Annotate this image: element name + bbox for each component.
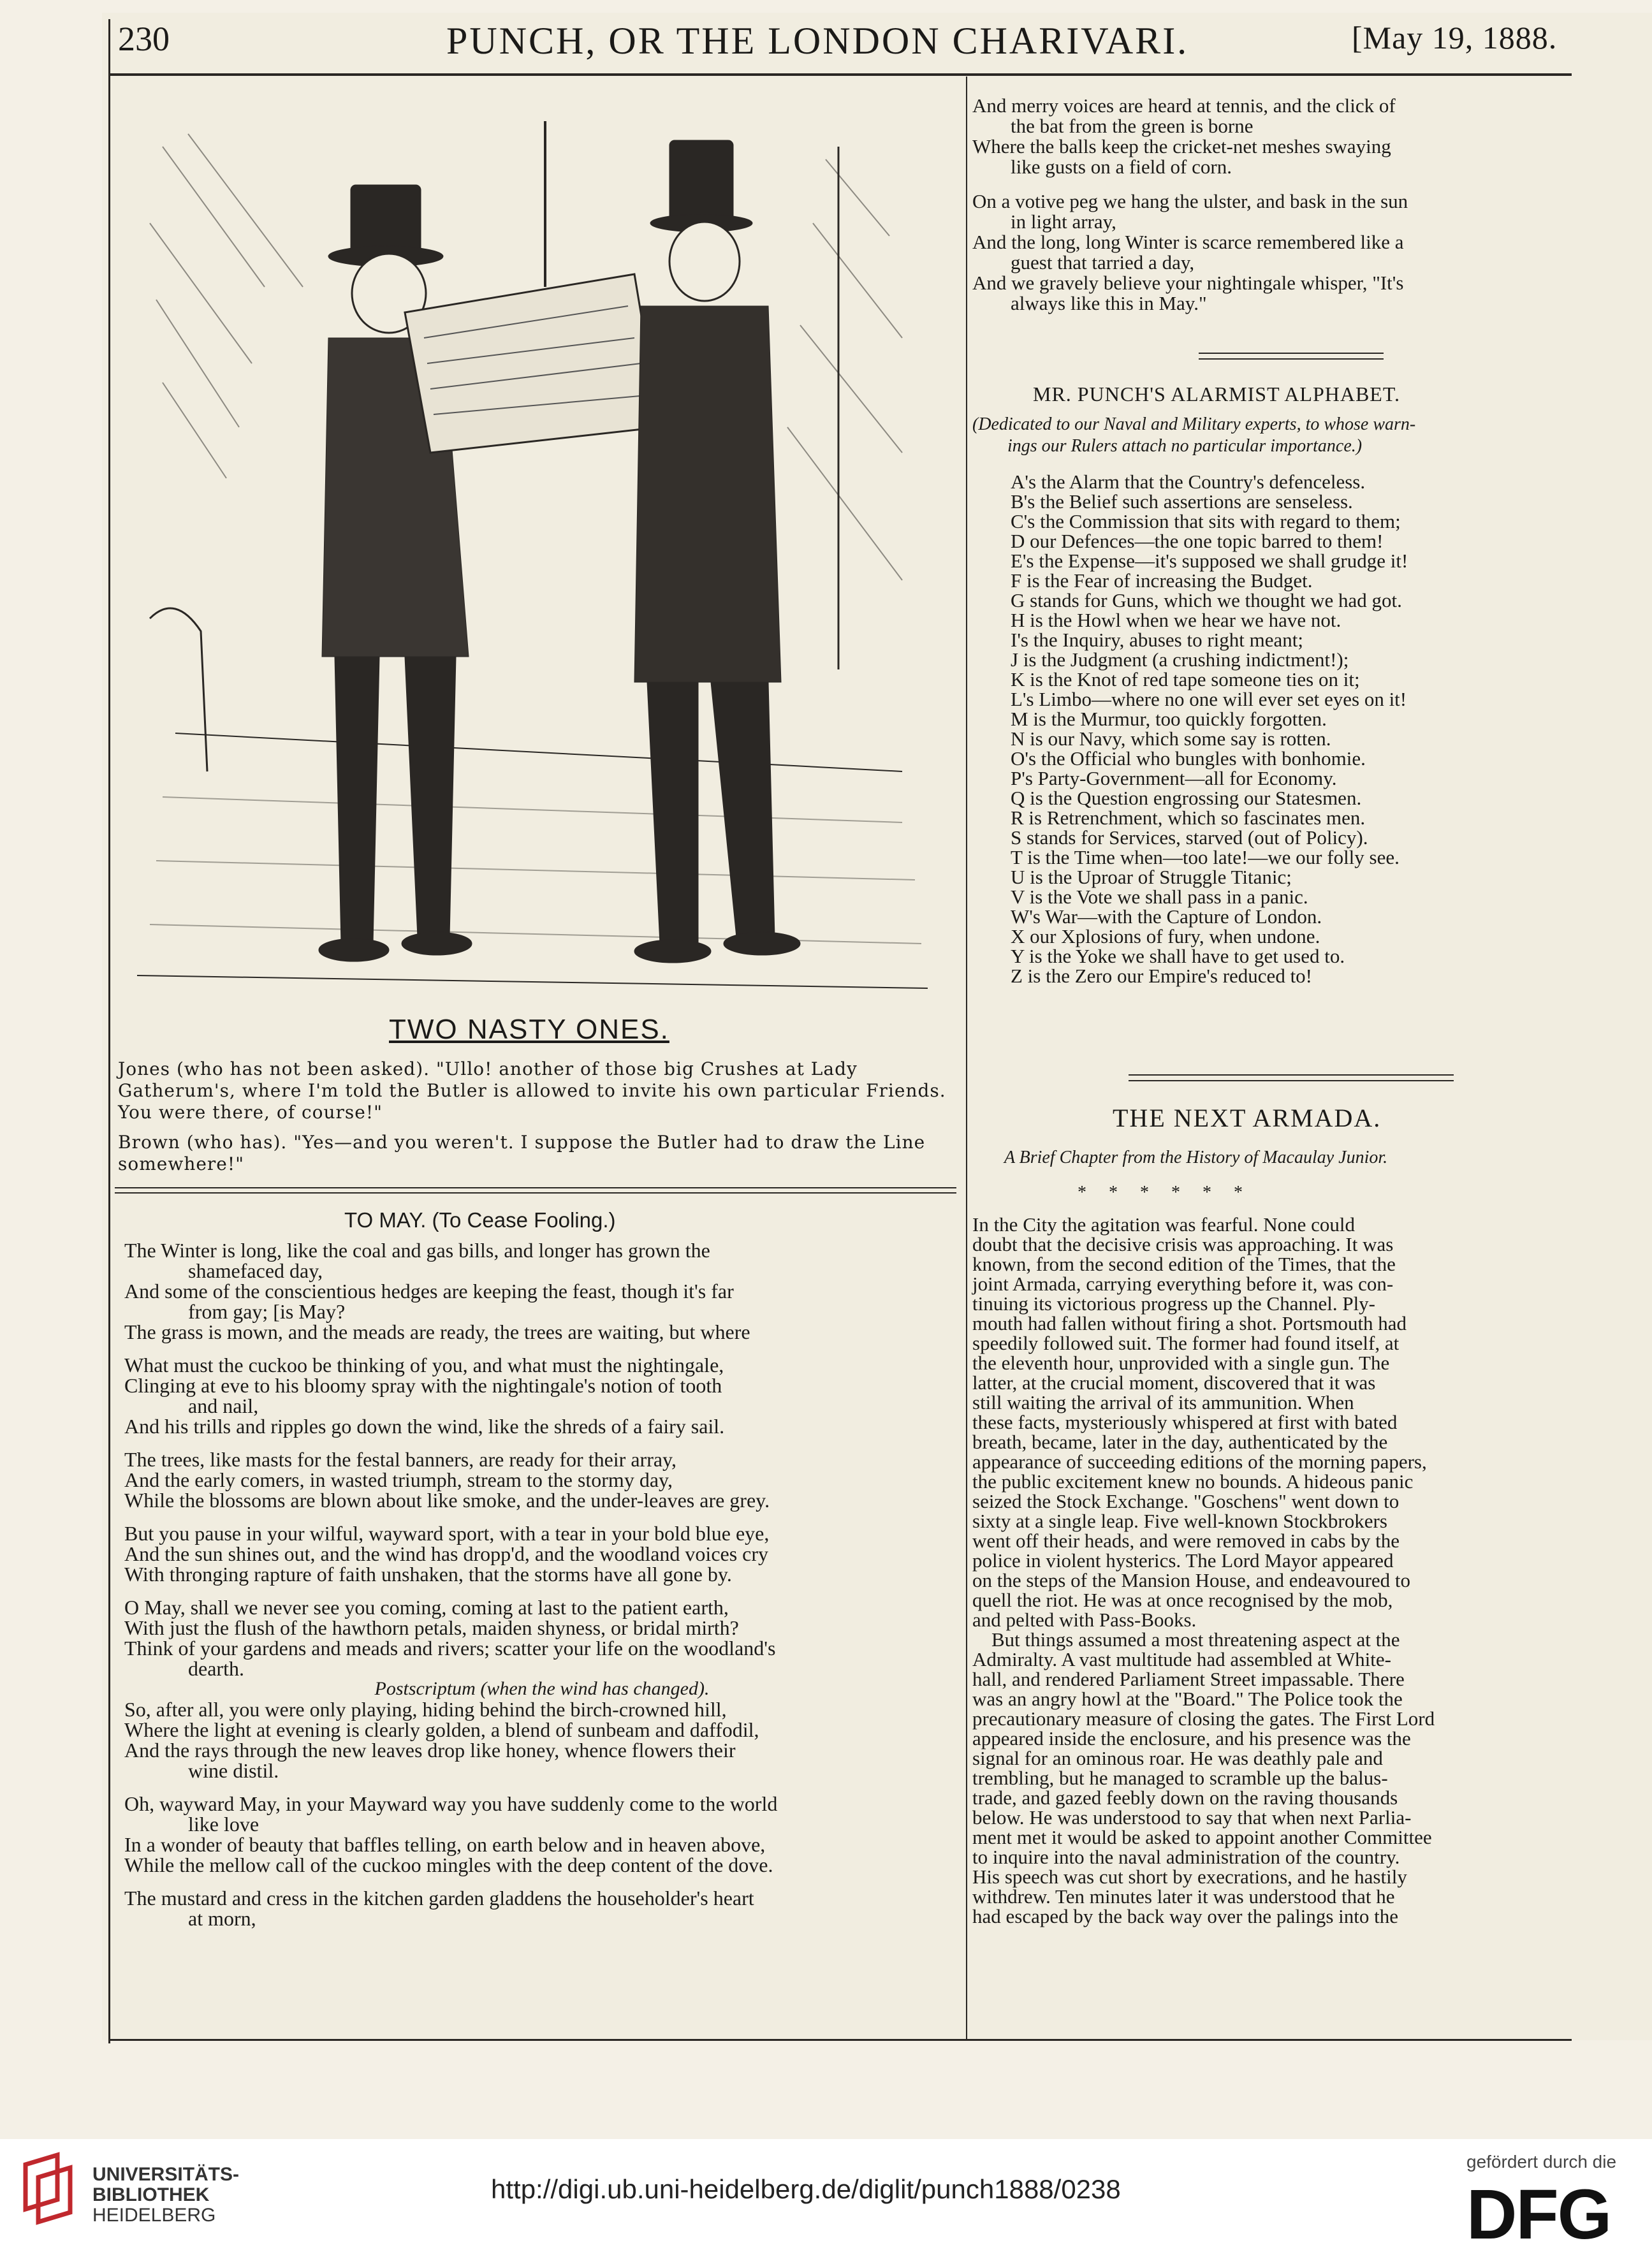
armada-line: doubt that the decisive crisis was approaching. It was	[972, 1233, 1394, 1255]
masthead-title: PUNCH, OR THE LONDON CHARIVARI.	[446, 20, 1189, 62]
poem-postscript-heading: Postscriptum (when the wind has changed).	[374, 1678, 710, 1699]
poem-line: always like this in May."	[1011, 292, 1207, 314]
poem-line: While the mellow call of the cuckoo mingles with the deep content of the dove.	[124, 1853, 773, 1876]
armada-line: Admiralty. A vast multitude had assembled at White-	[972, 1648, 1391, 1670]
alphabet-line: I's the Inquiry, abuses to right meant;	[1011, 629, 1304, 651]
column-divider	[966, 77, 967, 2040]
alphabet-line: K is the Knot of red tape someone ties on it;	[1011, 668, 1360, 690]
poem-line: But you pause in your wilful, wayward sport, with a tear in your bold blue eye,	[124, 1522, 770, 1545]
armada-line: known, from the second edition of the Times, that the	[972, 1253, 1396, 1275]
poem-line: The Winter is long, like the coal and gas bills, and longer has grown the	[124, 1239, 710, 1262]
alphabet-list	[972, 472, 1572, 986]
poem-line: So, after all, you were only playing, hiding behind the birch-crowned hill,	[124, 1698, 727, 1721]
poem-line: in light array,	[1011, 210, 1116, 233]
armada-line: these facts, mysteriously whispered at first with bated	[972, 1411, 1398, 1433]
alphabet-dedication: (Dedicated to our Naval and Military experts, to whose warn-	[972, 414, 1416, 434]
armada-line: withdrew. Ten minutes later it was understood that he	[972, 1885, 1395, 1908]
funder-caption: gefördert durch die	[1466, 2152, 1617, 2172]
alphabet-line: X our Xplosions of fury, when undone.	[1011, 925, 1320, 947]
poem-line: the bat from the green is borne	[1011, 115, 1254, 137]
university-library-logo-icon[interactable]	[19, 2152, 83, 2228]
alphabet-dedication-2: ings our Rulers attach no particular importance.)	[1007, 436, 1363, 456]
poem-line: And some of the conscientious hedges are keeping the feast, though it's far	[124, 1280, 734, 1303]
poem-line: like love	[188, 1813, 259, 1836]
poem-continuation	[972, 96, 1572, 314]
armada-line: went off their heads, and were removed in cabs by the	[972, 1530, 1400, 1552]
alphabet-line: O's the Official who bungles with bonhomie.	[1011, 747, 1366, 770]
armada-line: speedily followed suit. The former had found itself, at	[972, 1332, 1400, 1354]
armada-line: appeared inside the enclosure, and his presence was the	[972, 1727, 1411, 1749]
alphabet-line: D our Defences—the one topic barred to them!	[1011, 530, 1384, 552]
armada-line: quell the riot. He was at once recognised by the mob,	[972, 1589, 1393, 1611]
bottom-rule	[108, 2039, 1572, 2041]
poem-line: and nail,	[188, 1394, 259, 1417]
poem-line: Clinging at eve to his bloomy spray with the nightingale's notion of tooth	[124, 1374, 722, 1397]
alphabet-line: T is the Time when—too late!—we our folly see.	[1011, 846, 1400, 868]
poem-line: at morn,	[188, 1907, 256, 1930]
armada-line: trade, and gazed feebly down on the raving thousands	[972, 1786, 1398, 1809]
poem-line: What must the cuckoo be thinking of you, and what must the nightingale,	[124, 1354, 724, 1377]
armada-subtitle: A Brief Chapter from the History of Macaulay Junior.	[1004, 1148, 1388, 1167]
section-rule-2	[1199, 358, 1384, 360]
alphabet-line: Y is the Yoke we shall have to get used to.	[1011, 945, 1345, 967]
poem-line: And we gravely believe your nightingale whisper, "It's	[972, 272, 1404, 294]
cartoon-title: TWO NASTY ONES.	[389, 1014, 669, 1045]
alphabet-line: U is the Uproar of Struggle Titanic;	[1011, 866, 1292, 888]
poem-line: like gusts on a field of corn.	[1011, 156, 1232, 178]
alphabet-line: S stands for Services, starved (out of Policy).	[1011, 826, 1368, 849]
poem-body	[124, 1240, 960, 1929]
poem-line: And the long, long Winter is scarce remembered like a	[972, 231, 1404, 253]
armada-line: appearance of succeeding editions of the morning papers,	[972, 1450, 1427, 1473]
armada-line: trembling, but he managed to scramble up the balus-	[972, 1767, 1388, 1789]
alphabet-line: L's Limbo—where no one will ever set eyes on it!	[1011, 688, 1407, 710]
armada-line: In the City the agitation was fearful. None could	[972, 1213, 1356, 1236]
armada-line: the eleventh hour, unprovided with a single gun. The	[972, 1352, 1390, 1374]
alphabet-line: Z is the Zero our Empire's reduced to!	[1011, 965, 1313, 987]
armada-line: seized the Stock Exchange. "Goschens" went down to	[972, 1490, 1400, 1512]
dfg-logo[interactable]: DFG	[1466, 2175, 1611, 2254]
armada-line: the public excitement knew no bounds. A hideous panic	[972, 1470, 1414, 1493]
armada-line: joint Armada, carrying everything before it, was con-	[972, 1273, 1394, 1295]
poem-line: shamefaced day,	[188, 1259, 323, 1282]
cartoon-caption-brown: Brown (who has). "Yes—and you weren't. I suppose the Butler had to draw the Line somewhere!"	[118, 1132, 926, 1174]
alphabet-line: C's the Commission that sits with regard to them;	[1011, 510, 1401, 532]
library-name-line: BIBLIOTHEK	[92, 2184, 210, 2205]
caption-rule-2	[115, 1192, 956, 1194]
poem-line: from gay; [is May?	[188, 1300, 346, 1323]
alphabet-line: N is our Navy, which some say is rotten.	[1011, 727, 1331, 750]
poem-line: And the sun shines out, and the wind has dropp'd, and the woodland voices cry	[124, 1542, 769, 1565]
alphabet-line: R is Retrenchment, which so fascinates men.	[1011, 807, 1366, 829]
alphabet-line: P's Party-Government—all for Economy.	[1011, 767, 1337, 789]
poem-title: TO MAY. (To Cease Fooling.)	[344, 1208, 616, 1232]
poem-line: Where the light at evening is clearly golden, a blend of sunbeam and daffodil,	[124, 1718, 759, 1741]
poem-line: The grass is mown, and the meads are ready, the trees are waiting, but where	[124, 1320, 750, 1343]
poem-line: The trees, like masts for the festal banners, are ready for their array,	[124, 1448, 676, 1471]
alphabet-line: G stands for Guns, which we thought we had got.	[1011, 589, 1402, 611]
poem-line: With just the flush of the hawthorn petals, maiden shyness, or bridal mirth?	[124, 1616, 739, 1639]
armada-line: and pelted with Pass-Books.	[972, 1609, 1197, 1631]
armada-line: still waiting the arrival of its ammunition. When	[972, 1391, 1354, 1413]
library-name-line: UNIVERSITÄTS-	[92, 2164, 240, 2185]
armada-line: mouth had fallen without firing a shot. Portsmouth had	[972, 1312, 1407, 1334]
poem-line: Think of your gardens and meads and rivers; scatter your life on the woodland's	[124, 1637, 776, 1660]
poem-line: Oh, wayward May, in your Mayward way you have suddenly come to the world	[124, 1792, 778, 1815]
armada-line: But things assumed a most threatening aspect at the	[991, 1628, 1400, 1651]
alphabet-line: V is the Vote we shall pass in a panic.	[1011, 886, 1308, 908]
armada-line: to inquire into the naval administration of the country.	[972, 1846, 1400, 1868]
poem-line: Where the balls keep the cricket-net meshes swaying	[972, 135, 1391, 157]
armada-stars: * * * * * *	[1078, 1183, 1243, 1202]
poem-line: O May, shall we never see you coming, coming at last to the patient earth,	[124, 1596, 729, 1619]
section-rule	[1129, 1074, 1454, 1076]
poem-line: And the early comers, in wasted triumph, stream to the stormy day,	[124, 1468, 673, 1491]
armada-line: breath, became, later in the day, authenticated by the	[972, 1431, 1388, 1453]
armada-body	[972, 1215, 1572, 1926]
poem-line: On a votive peg we hang the ulster, and bask in the sun	[972, 190, 1408, 212]
library-name-line: HEIDELBERG	[92, 2205, 216, 2226]
poem-line: And merry voices are heard at tennis, and the click of	[972, 94, 1396, 117]
armada-line: latter, at the crucial moment, discovered that it was	[972, 1371, 1376, 1394]
alphabet-title: MR. PUNCH'S ALARMIST ALPHABET.	[1033, 383, 1401, 405]
alphabet-line: A's the Alarm that the Country's defenceless.	[1011, 471, 1366, 493]
poem-line: While the blossoms are blown about like smoke, and the under-leaves are grey.	[124, 1489, 770, 1512]
poem-line: guest that tarried a day,	[1011, 251, 1195, 274]
armada-line: ment met it would be asked to appoint another Committee	[972, 1826, 1432, 1848]
section-rule-2	[1129, 1080, 1454, 1081]
alphabet-line: J is the Judgment (a crushing indictment!);	[1011, 648, 1349, 671]
armada-line: His speech was cut short by execrations, and he hastily	[972, 1866, 1407, 1888]
alphabet-line: B's the Belief such assertions are senseless.	[1011, 490, 1353, 513]
armada-line: signal for an ominous roar. He was deathly pale and	[972, 1747, 1383, 1769]
armada-line: had escaped by the back way over the palings into the	[972, 1905, 1398, 1927]
armada-line: on the steps of the Mansion House, and endeavoured to	[972, 1569, 1411, 1591]
poem-line: And his trills and ripples go down the wind, like the shreds of a fairy sail.	[124, 1415, 725, 1438]
cartoon-caption-jones: Jones (who has not been asked). "Ullo! another of those big Crushes at Lady Gatherum's, where I'm told the Butler is allowed to invite his own particular Friends. You were there, of course!"	[118, 1058, 946, 1123]
poem-line: wine distil.	[188, 1759, 279, 1782]
alphabet-line: Q is the Question engrossing our Statesmen.	[1011, 787, 1362, 809]
armada-line: was an angry howl at the "Board." The Police took the	[972, 1688, 1403, 1710]
issue-date: [May 19, 1888.	[1352, 20, 1558, 55]
left-border	[108, 19, 110, 2043]
armada-line: below. He was understood to say that when next Parlia-	[972, 1806, 1412, 1829]
library-name[interactable]	[92, 2165, 239, 2226]
poem-line: And the rays through the new leaves drop like honey, whence flowers their	[124, 1739, 736, 1762]
page-number: 230	[118, 20, 170, 58]
cartoon-illustration	[137, 96, 928, 1007]
alphabet-line: E's the Expense—it's supposed we shall grudge it!	[1011, 550, 1408, 572]
alphabet-line: M is the Murmur, too quickly forgotten.	[1011, 708, 1327, 730]
alphabet-line: F is the Fear of increasing the Budget.	[1011, 569, 1313, 592]
poem-line: The mustard and cress in the kitchen garden gladdens the householder's heart	[124, 1887, 754, 1910]
caption-rule	[115, 1187, 956, 1188]
section-rule	[1199, 353, 1384, 354]
armada-line: precautionary measure of closing the gates. The First Lord	[972, 1707, 1435, 1730]
permalink-url[interactable]: http://digi.ub.uni-heidelberg.de/diglit/punch1888/0238	[491, 2174, 1121, 2204]
alphabet-line: W's War—with the Capture of London.	[1011, 905, 1322, 928]
armada-title: THE NEXT ARMADA.	[1113, 1104, 1382, 1132]
armada-line: police in violent hysterics. The Lord Mayor appeared	[972, 1549, 1394, 1572]
armada-line: tinuing its victorious progress up the Channel. Ply-	[972, 1292, 1376, 1315]
poem-line: dearth.	[188, 1657, 244, 1680]
header-rule	[108, 73, 1572, 76]
poem-line: In a wonder of beauty that baffles telling, on earth below and in heaven above,	[124, 1833, 766, 1856]
poem-line: With thronging rapture of faith unshaken, that the storms have all gone by.	[124, 1563, 732, 1586]
armada-line: hall, and rendered Parliament Street impassable. There	[972, 1668, 1405, 1690]
alphabet-line: H is the Howl when we hear we have not.	[1011, 609, 1341, 631]
armada-line: sixty at a single leap. Five well-known Stockbrokers	[972, 1510, 1387, 1532]
